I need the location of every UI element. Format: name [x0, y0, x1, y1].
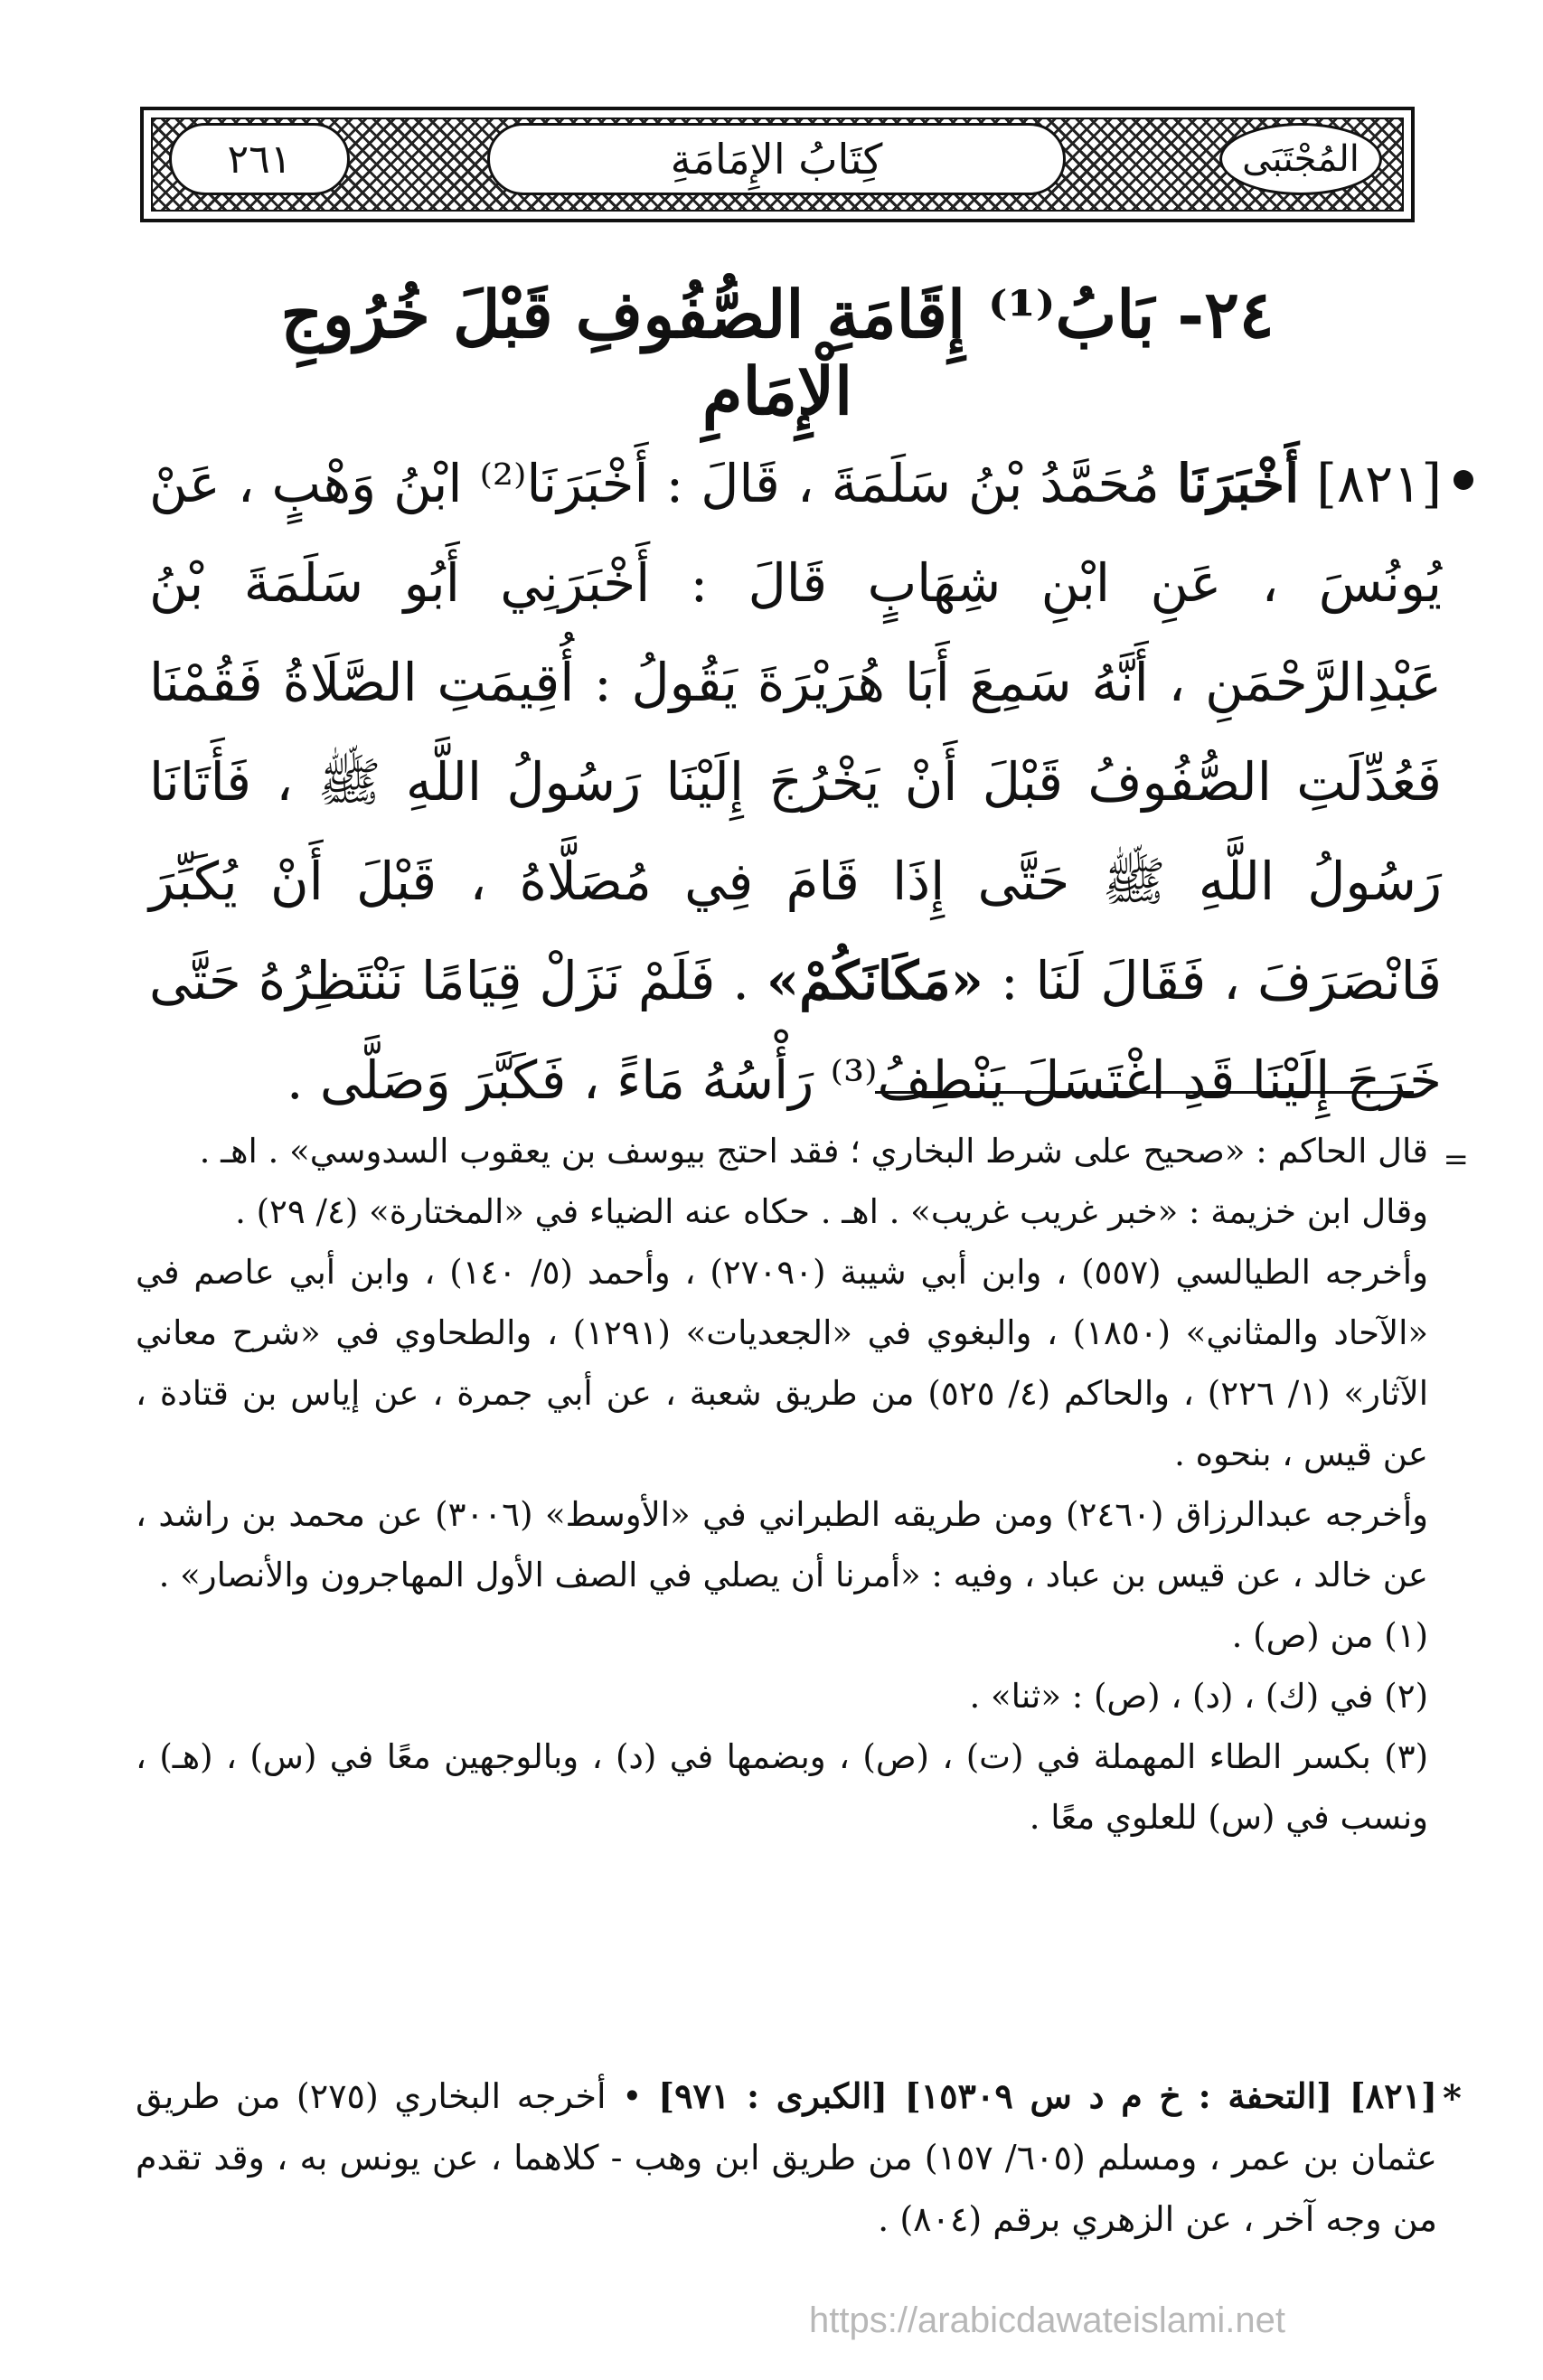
footnote-paragraph: قال الحاكم : «صحيح على شرط البخاري ؛ فقد احتج بيوسف بن يعقوب السدوسي» . اهـ . — [199, 1132, 1428, 1171]
page-header-frame — [140, 107, 1415, 222]
page-number: ٢٦١ — [169, 123, 350, 195]
hadith-bullet-icon — [1454, 470, 1473, 490]
hadith-body-end: . فَلَمْ نَزَلْ قِيَامًا نَنْتَظِرُهُ حَتَّى خَرَجَ إِلَيْنَا قَدِ اغْتَسَلَ يَنْطِفُ⁽³⁾ رَأْسُهُ مَاءً ، فَكَبَّرَ وَصَلَّى . — [149, 950, 1442, 1111]
series-logo: المُجْتَبَى — [1219, 123, 1382, 195]
hadith-body: مُحَمَّدُ بْنُ سَلَمَةَ ، قَالَ : أَخْبَرَنَا⁽²⁾ ابْنُ وَهْبٍ ، عَنْ يُونُسَ ، عَنِ ابْنِ شِهَابٍ قَالَ : أَخْبَرَنِي أَبُو سَلَمَةَ بْنُ عَبْدِالرَّحْمَنِ ، أَنَّهُ سَمِعَ أَبَا هُرَيْرَةَ يَقُولُ : أُقِيمَتِ الصَّلَاةُ فَقُمْنَا فَعُدِّلَتِ الصُّفُوفُ قَبْلَ أَنْ يَخْرُجَ إِلَيْنَا رَسُولُ اللَّهِ ﷺ ، فَأَتَانَا رَسُولُ اللَّهِ ﷺ حَتَّى إِذَا قَامَ فِي مُصَلَّاهُ ، قَبْلَ أَنْ يُكَبِّرَ فَانْصَرَفَ ، فَقَالَ لَنَا : — [149, 453, 1443, 1011]
footnote-1: (١) من (ص) . — [1231, 1616, 1428, 1655]
takhrij — [136, 2065, 1437, 2250]
takhrij-star-icon: * — [1443, 2077, 1462, 2120]
footnote-divider — [875, 1091, 1414, 1094]
footnote-paragraph: وأخرجه عبدالرزاق (٢٤٦٠) ومن طريقه الطبراني في «الأوسط» (٣٠٠٦) عن محمد بن راشد ، عن خالد ، عن قيس بن عباد ، وفيه : «أمرنا أن يصلي في الصف الأول المهاجرون والأنصار» . — [136, 1495, 1428, 1595]
footnote-2: (٢) في (ك) ، (د) ، (ص) : «ثنا» . — [969, 1677, 1428, 1716]
hadith-number: [٨٢١] — [1316, 453, 1443, 514]
chapter-title: ٢٤- بَابُ⁽¹⁾ إِقَامَةِ الصُّفُوفِ قَبْلَ خُرُوجِ الْإِمَامِ — [280, 276, 1275, 429]
hadith-intro: أَخْبَرَنَا — [1176, 453, 1300, 514]
footnotes — [136, 1121, 1469, 1848]
takhrij-text: • أخرجه البخاري (٢٧٥) من طريق عثمان بن عمر ، ومسلم (٦٠٥/ ١٥٧) من طريق ابن وهب - كلاهما ، عن يونس به ، وقد تقدم من وجه آخر ، عن الزهري برقم (٨٠٤) . — [136, 2076, 1437, 2239]
footnote-paragraph: وقال ابن خزيمة : «خبر غريب غريب» . اهـ . حكاه عنه الضياء في «المختارة» (٤/ ٢٩) . — [235, 1192, 1428, 1231]
hadith-quote: «مَكَانَكُمْ» — [766, 950, 983, 1011]
hadith-text — [149, 434, 1442, 1130]
footnote-paragraph: وأخرجه الطيالسي (٥٥٧) ، وابن أبي شيبة (٢٧٠٩٠) ، وأحمد (٥/ ١٤٠) ، وابن أبي عاصم في «الآحاد والمثاني» (١٨٥٠) ، والبغوي في «الجعديات» (١٢٩١) ، والطحاوي في «شرح معاني الآثار» (١/ ٢٢٦) ، والحاكم (٤/ ٥٢٥) من طريق شعبة ، عن أبي جمرة ، عن إياس بن قتادة ، عن قيس ، بنحوه . — [136, 1253, 1429, 1473]
footnote-3: (٣) بكسر الطاء المهملة في (ت) ، (ص) ، وبضمها في (د) ، وبالوجهين معًا في (س) ، (هـ) ، ونسب في (س) للعلوي معًا . — [136, 1737, 1428, 1837]
book-title: كِتَابُ الإِمَامَةِ — [487, 123, 1066, 195]
watermark-url: https://arabicdawateislami.net — [809, 2300, 1285, 2340]
takhrij-reference: [٨٢١] [التحفة : خ م د س ١٥٣٠٩] [الكبرى : ٩٧١] — [658, 2075, 1438, 2116]
continuation-mark: = — [1443, 1142, 1469, 1178]
